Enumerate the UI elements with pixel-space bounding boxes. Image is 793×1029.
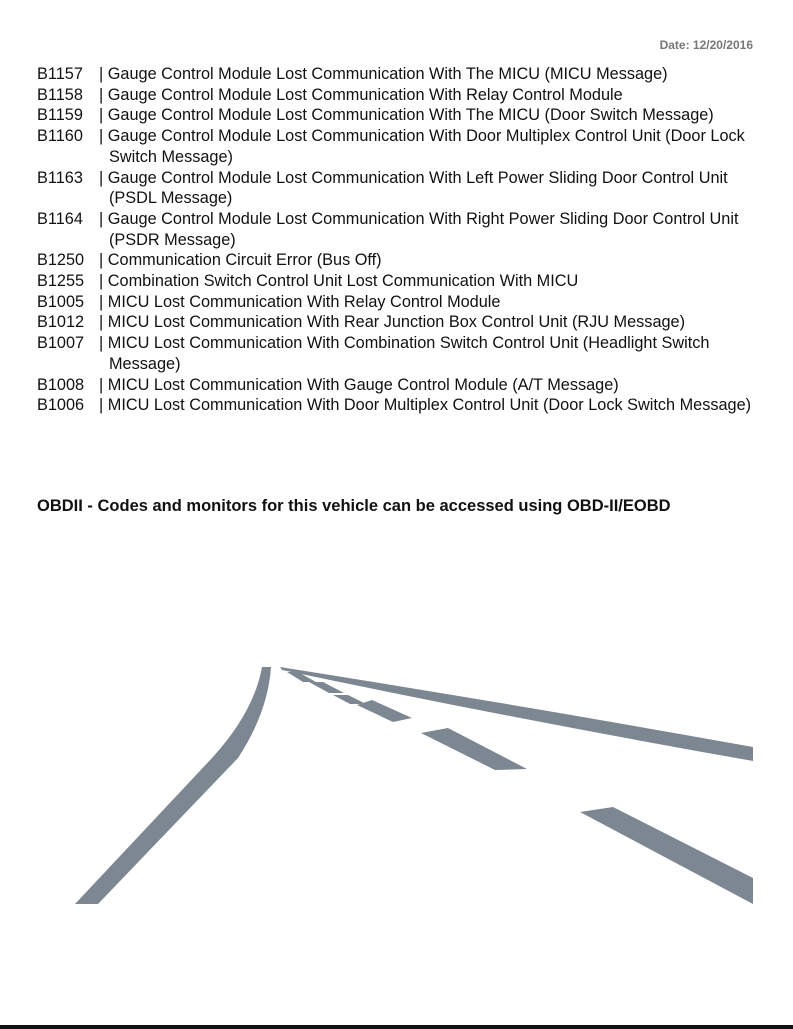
- dtc-row: [37, 271, 757, 292]
- dtc-code: B1006: [37, 396, 85, 415]
- lane-dash: [333, 695, 366, 704]
- dtc-row: [37, 312, 757, 333]
- dtc-separator: |: [99, 334, 104, 353]
- dtc-code-list: [37, 64, 757, 416]
- dtc-code: B1158: [37, 85, 83, 104]
- dtc-row: [37, 292, 757, 313]
- dtc-description: [99, 395, 757, 416]
- page-bottom-rule: [0, 1025, 793, 1029]
- dtc-separator: |: [99, 168, 104, 187]
- dtc-description: [99, 292, 757, 313]
- dtc-row: [37, 250, 757, 271]
- dtc-code: B1157: [37, 65, 83, 83]
- lane-dash: [421, 728, 527, 770]
- dtc-separator: |: [99, 251, 104, 270]
- dtc-description: [99, 312, 757, 333]
- dtc-code: B1008: [37, 375, 85, 394]
- dtc-description: [99, 105, 757, 126]
- dtc-description-text: Gauge Control Module Lost Communication With Door Multiplex Control Unit (Door Lock Switch Message): [107, 127, 745, 166]
- dtc-description: [99, 333, 757, 374]
- dtc-code: B1007: [37, 334, 85, 353]
- lane-dash: [357, 700, 412, 722]
- obd-access-note: OBDII - Codes and monitors for this vehicle can be accessed using OBD-II/EOBD: [37, 497, 671, 515]
- dtc-code: B1012: [37, 313, 85, 332]
- dtc-description-text: Gauge Control Module Lost Communication With Relay Control Module: [107, 85, 623, 104]
- dtc-description-text: MICU Lost Communication With Relay Control Module: [107, 292, 501, 311]
- dtc-row: [37, 64, 757, 85]
- dtc-code: B1255: [37, 272, 85, 291]
- dtc-description: [99, 85, 757, 106]
- dtc-separator: |: [99, 106, 104, 125]
- dtc-description: [99, 250, 757, 271]
- dtc-description: [99, 64, 757, 85]
- dtc-separator: |: [99, 313, 104, 332]
- dtc-description: [99, 209, 757, 250]
- dtc-separator: |: [99, 85, 104, 104]
- dtc-row: [37, 85, 757, 106]
- dtc-description-text: Gauge Control Module Lost Communication With The MICU (MICU Message): [107, 65, 668, 83]
- dtc-description-text: MICU Lost Communication With Rear Junction Box Control Unit (RJU Message): [107, 313, 686, 332]
- dtc-separator: |: [99, 127, 104, 146]
- dtc-code: B1159: [37, 106, 83, 125]
- dtc-description: [99, 126, 757, 167]
- dtc-description-text: Communication Circuit Error (Bus Off): [107, 251, 382, 270]
- dtc-row: [37, 395, 757, 416]
- dtc-code: B1250: [37, 251, 85, 270]
- dtc-description: [99, 168, 757, 209]
- dtc-description-text: Combination Switch Control Unit Lost Communication With MICU: [107, 272, 579, 291]
- dtc-separator: |: [99, 292, 104, 311]
- dtc-row: [37, 375, 757, 396]
- dtc-row: [37, 209, 757, 250]
- dtc-code: B1160: [37, 127, 83, 146]
- dtc-separator: |: [99, 65, 104, 83]
- dtc-description-text: MICU Lost Communication With Combination Switch Control Unit (Headlight Switch Message): [107, 334, 710, 373]
- report-date: Date: 12/20/2016: [659, 38, 753, 52]
- road-right-edge: [280, 667, 753, 761]
- dtc-row: [37, 168, 757, 209]
- dtc-separator: |: [99, 209, 104, 228]
- dtc-description-text: Gauge Control Module Lost Communication With The MICU (Door Switch Message): [107, 106, 714, 125]
- dtc-description-text: Gauge Control Module Lost Communication With Right Power Sliding Door Control Unit (PSDR Message): [107, 209, 739, 249]
- road-left-edge: [75, 667, 271, 904]
- dtc-code: B1163: [37, 168, 83, 187]
- dtc-code: B1005: [37, 292, 85, 311]
- lane-dash: [309, 682, 344, 693]
- road-graphic: [0, 650, 793, 920]
- dtc-description-text: MICU Lost Communication With Gauge Control Module (A/T Message): [107, 375, 619, 394]
- lane-dash: [580, 807, 753, 904]
- dtc-description-text: MICU Lost Communication With Door Multiplex Control Unit (Door Lock Switch Message): [107, 396, 752, 415]
- dtc-description: [99, 271, 757, 292]
- dtc-row: [37, 105, 757, 126]
- dtc-separator: |: [99, 375, 104, 394]
- dtc-separator: |: [99, 396, 104, 415]
- dtc-separator: |: [99, 272, 104, 291]
- dtc-description-text: Gauge Control Module Lost Communication With Left Power Sliding Door Control Unit (PSDL Message): [107, 168, 728, 208]
- dtc-description: [99, 375, 757, 396]
- dtc-code: B1164: [37, 209, 83, 228]
- dtc-row: [37, 333, 757, 374]
- dtc-row: [37, 126, 757, 167]
